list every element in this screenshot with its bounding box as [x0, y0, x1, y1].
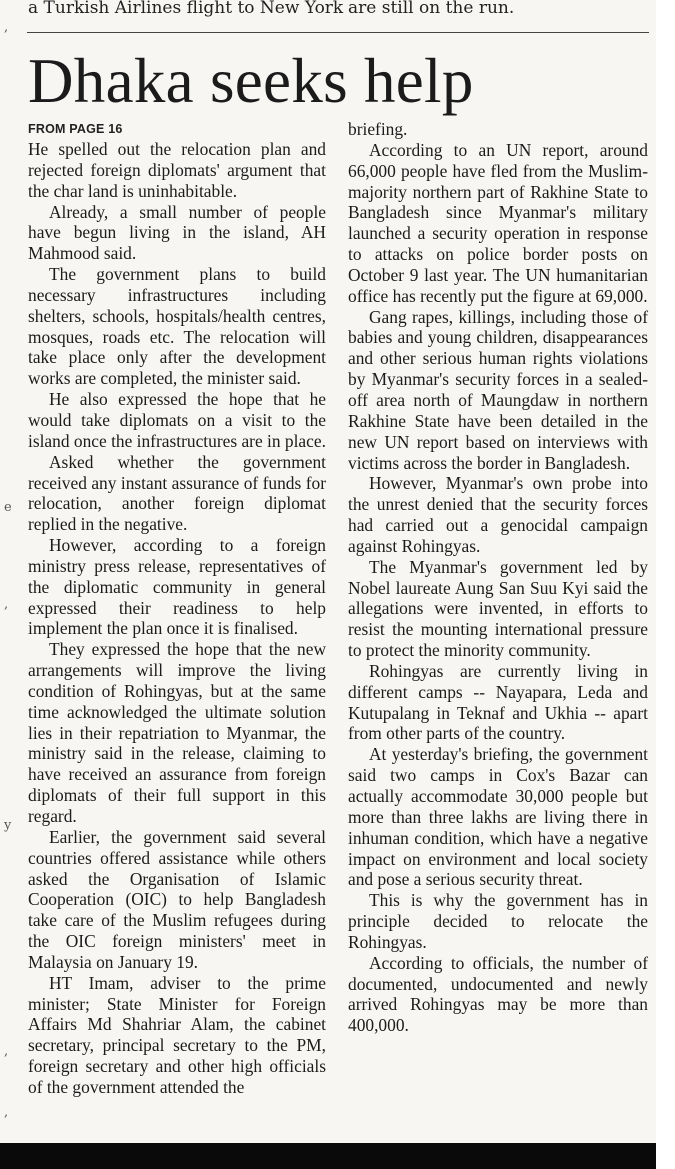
paragraph: However, Myanmar's own probe into the unrest denied that the security forces had carried out a genocidal campaign against Rohingyas. [348, 473, 648, 556]
paragraph: Gang rapes, killings, including those of babies and young children, disappearances and other serious human rights violations by Myanmar's security forces in a sealed-off area north of Maungdaw in northern Rakhine State have been detailed in the new UN report based on interviews with victims across the border in Bangladesh. [348, 306, 648, 473]
article-column-1 [28, 119, 326, 1098]
gutter-mark: , [4, 1044, 9, 1059]
paragraph: However, according to a foreign ministry press release, representatives of the diplomatic community in general expressed their readiness to help implement the plan once it is finalised. [28, 535, 326, 639]
previous-story-tail-right: are still on the run. [348, 0, 515, 18]
article-column-2 [348, 119, 648, 1036]
paragraph: Already, a small number of people have begun living in the island, AH Mahmood said. [28, 201, 326, 264]
previous-story-tail-left: a Turkish Airlines flight to New York [28, 0, 344, 18]
paragraph: The Myanmar's government led by Nobel laureate Aung San Suu Kyi said the allegations were invented, in efforts to resist the mounting international pressure to protect the minority community. [348, 556, 648, 661]
paragraph-continued: briefing. [348, 119, 408, 139]
paragraph: Asked whether the government received any instant assurance of funds for relocation, another foreign diplomat replied in the negative. [28, 451, 326, 535]
paragraph: At yesterday's briefing, the government said two camps in Cox's Bazar can actually accommodate 30,000 people but more than three lakhs are living there in inhuman condition, which have a negative impact on environment and local society and pose a serious security threat. [348, 744, 648, 890]
paragraph: The government plans to build necessary infrastructures including shelters, schools, hospitals/health centres, mosques, roads etc. The relocation will take place only after the development works are completed, the minister said. [28, 264, 326, 389]
gutter-mark: , [4, 20, 9, 35]
section-divider [27, 32, 649, 33]
paragraph: Earlier, the government said several countries offered assistance while others asked the Organisation of Islamic Cooperation (OIC) to help Bangladesh take care of the Muslim refugees during the OIC foreign ministers' meet in Malaysia on January 19. [28, 826, 326, 972]
continuation-kicker: FROM PAGE 16 [28, 122, 123, 136]
paragraph: HT Imam, adviser to the prime minister; State Minister for Foreign Affairs Md Shahriar Alam, the cabinet secretary, principal secretary to the PM, foreign secretary and other high officials of the government attended the [28, 972, 326, 1097]
scan-margin [656, 0, 675, 1169]
scan-bottom-edge [0, 1143, 656, 1169]
paragraph: He also expressed the hope that he would take diplomats on a visit to the island once the infrastructures are in place. [28, 389, 326, 451]
gutter-marks [0, 0, 24, 1143]
paragraph: This is why the government has in principle decided to relocate the Rohingyas. [348, 890, 648, 952]
gutter-mark: , [4, 597, 9, 612]
paragraph: He spelled out the relocation plan and rejected foreign diplomats' argument that the char land is uninhabitable. [28, 139, 326, 201]
gutter-mark: y [4, 818, 12, 833]
paragraph: According to an UN report, around 66,000 people have fled from the Muslim-majority northern part of Rakhine State to Bangladesh since Myanmar's military launched a security operation in response to attacks on police border posts on October 9 last year. The UN humanitarian office has recently put the figure at 69,000. [348, 139, 648, 306]
paragraph: According to officials, the number of documented, undocumented and newly arrived Rohingyas may be more than 400,000. [348, 952, 648, 1036]
gutter-mark: , [4, 1105, 9, 1120]
headline: Dhaka seeks help [28, 46, 474, 116]
paragraph: Rohingyas are currently living in different camps -- Nayapara, Leda and Kutupalang in Teknaf and Ukhia -- apart from other parts of the country. [348, 660, 648, 744]
paragraph: They expressed the hope that the new arrangements will improve the living condition of Rohingyas, but at the same time acknowledged the ultimate solution lies in their repatriation to Myanmar, the ministry said in the release, claiming to have received an assurance from foreign diplomats of their full support in this regard. [28, 639, 326, 826]
gutter-mark: e [4, 500, 12, 515]
